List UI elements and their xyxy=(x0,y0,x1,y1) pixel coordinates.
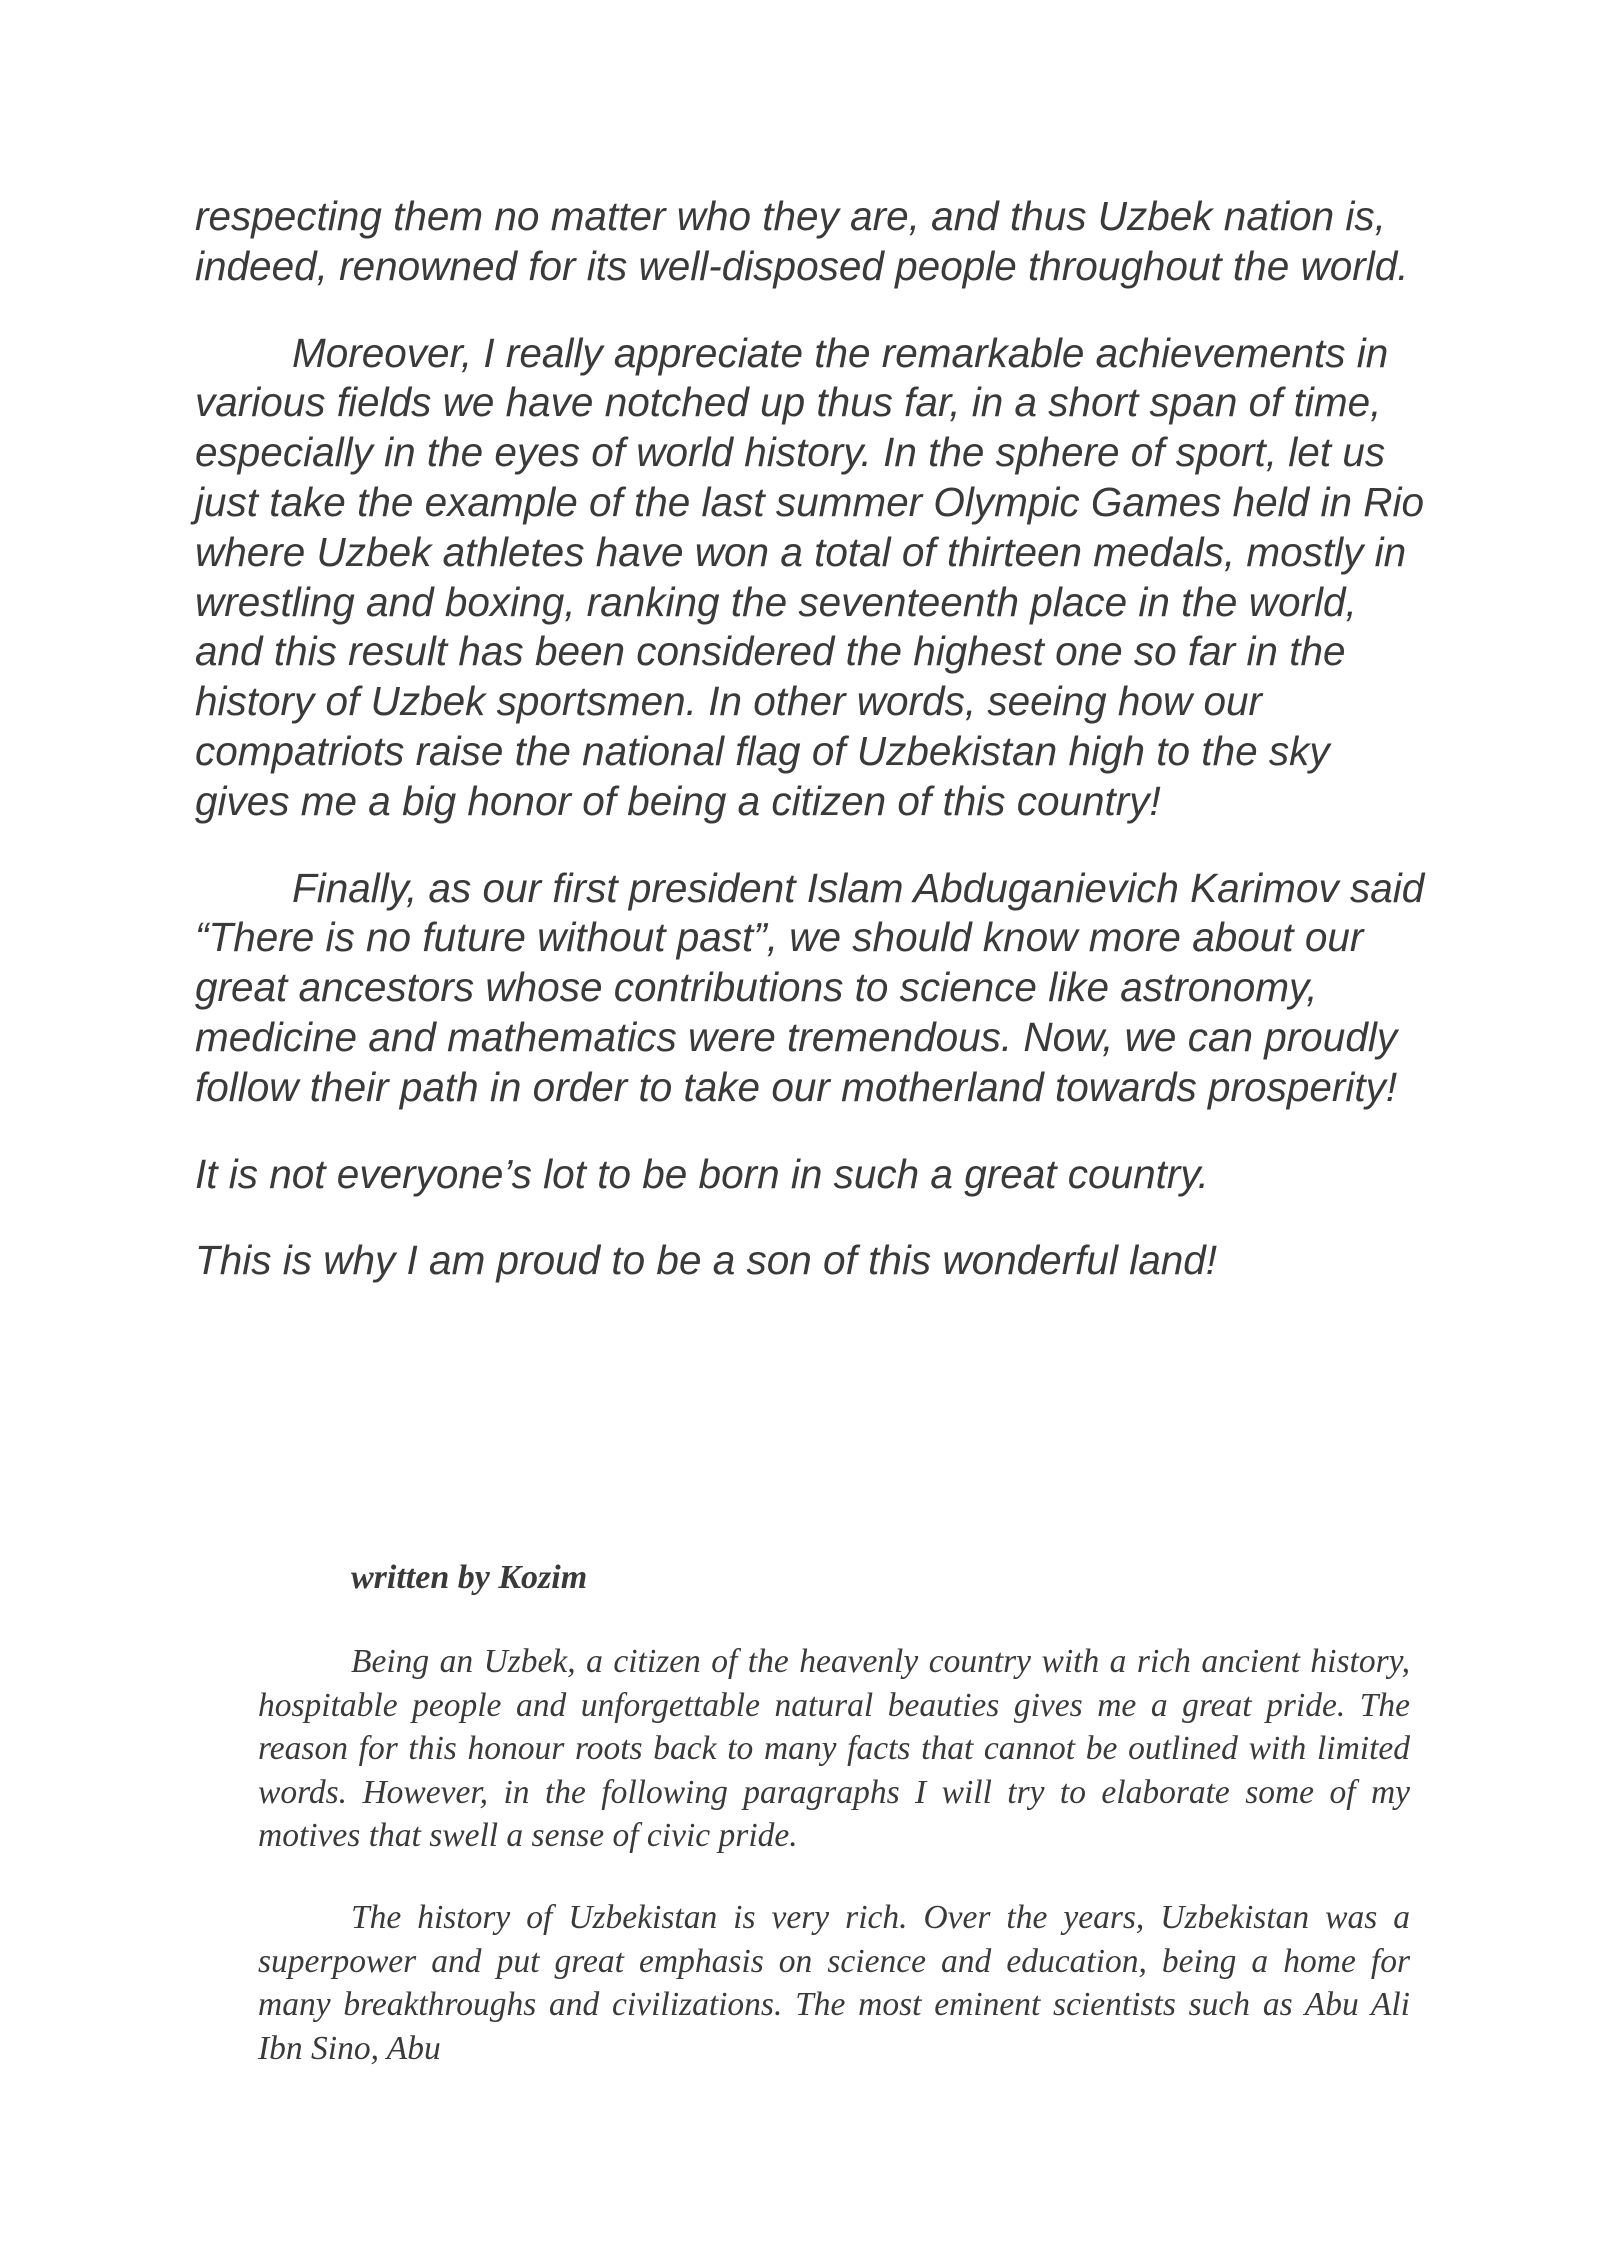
essay-one-paragraph-5: This is why I am proud to be a son of this wonderful land! xyxy=(195,1237,1218,1284)
essay-one-paragraph-2: Moreover, I really appreciate the remarkable achievements in various fields we have notched up thus far, in a short span of time, especially in the eyes of world history. In the sphere of sport, let us just take the example of the last summer Olympic Games held in Rio where Uzbek athletes have won a total of thirteen medals, mostly in wrestling and boxing, ranking the seventeenth place in the world, and this result has been considered the highest one so far in the history of Uzbek sportsmen. In other words, seeing how our compatriots raise the national flag of Uzbekistan high to the sky gives me a big honor of being a citizen of this country! xyxy=(195,329,1425,824)
essay-two-paragraph-2: The history of Uzbekistan is very rich. Over the years, Uzbekistan was a superpower and put great emphasis on science and education, being a home for many breakthroughs and civilizations. The most eminent scientists such as Abu Ali Ibn Sino, Abu xyxy=(258,1898,1410,2067)
essay-one-paragraph-1: respecting them no matter who they are, and thus Uzbek nation is, indeed, renowned for its well-disposed people throughout the world. xyxy=(195,193,1409,289)
essay-two-paragraph-1: Being an Uzbek, a citizen of the heavenly country with a rich ancient history, hospitable people and unforgettable natural beauties gives me a great pride. The reason for this honour roots back to many facts that cannot be outlined with limited words. However, in the following paragraphs I will try to elaborate some of my motives that swell a sense of civic pride. xyxy=(258,1643,1410,1855)
essay-one-paragraph-4: It is not everyone’s lot to be born in such a great country. xyxy=(195,1150,1209,1197)
author-line: written by Kozim xyxy=(351,1559,588,1596)
essay-one-paragraph-3: Finally, as our first president Islam Abduganievich Karimov said “There is no future without past”, we should know more about our great ancestors whose contributions to science like astronomy, medicine and mathematics were tremendous. Now, we can proudly follow their path in order to take our motherland towards prosperity! xyxy=(195,864,1425,1110)
essay-one-body xyxy=(195,192,1425,1323)
essay-two-body xyxy=(258,1640,1410,2108)
